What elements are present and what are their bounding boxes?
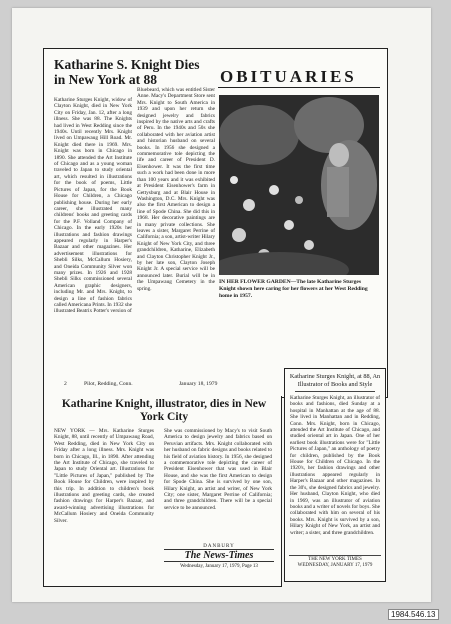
paper-name: THE NEW YORK TIMES [289, 555, 381, 562]
article-column-2: She was commissioned by Macy's to visit South America to design jewelry and fabrics based on Peruvian artifacts. Mrs. Knight collaborated with her husband on fabric designs and books related to his field of aviation history. In 1956, she designed a commemorative tole depicting the career of President Eisenhower that was used in Blair House, and she was the first American to design for Spode China. She is survived by one son, Hilary Knight, an artist and writer, of New York City; one sister, Margaret Perrine of California; and three grandchildren. There will be a special service to be announced. [164, 428, 272, 511]
clipping-nyt [284, 368, 386, 582]
article-body: Katharine Sturges Knight, an illustrator of books and fashions, died Sunday at a hospital in Manhattan at the age of 88. She lived in Manhattan and in Redding, Conn. Mrs. Knight, born in Chicago, attended the Art Institute of Chicago, and studied oriental art in Japan. One of her earliest book illustrations were for "Little Pictures of Japan," an anthology of poetry for children, published by the Book House for Children of Chicago. In the 1920's, her fashion drawings and other illustrations appeared regularly in Harper's Bazaar and other magazines. In the 30's, she designed fabrics and jewelry. Her husband, Clayton Knight, who died in 1969, was an illustrator of aviation books and a writer of novels for boys. She collaborated with him on several of his books. Mrs. Knight is survived by a son, Hilary Knight of New York, an artist and writer; a sister, and three grandchildren. [290, 395, 380, 536]
divider [218, 87, 380, 88]
masthead [164, 544, 274, 569]
clipping-pilot [43, 48, 388, 398]
masthead-city: DANBURY [203, 544, 235, 549]
accession-number: 1984.546.13 [388, 609, 439, 620]
masthead-date: Wednesday, January 17, 1979, Page 13 [180, 564, 258, 569]
article-column-1: Katharine Sturges Knight, widow of Clayton Knight, died in New York City on Friday, Jan. 12, after a long illness. She was 88. The Knights had lived in West Redding since the 1940s. Until recently Mrs. Knight lived on Umpawaug Hill Road. Mr. Knight died there in 1969. Mrs. Knight was born in Chicago in 1890. She attended the Art Institute of Chicago and as a young woman traveled to Japan to study oriental art, which resulted in illustrations for the book of poems, Little Pictures of Japan, for the Book House for Children, a Chicago publishing house. During her early career, she illustrated many childrens' books and greeting cards for the P.F. Volland Company of Chicago. In the early 1920s her illustrations and fashion drawings appeared regularly in Harper's Bazaar and other magazines. Her advertisement illustrations for Shebli Silks, McCallum Hosiery, and Oneida Community Silver won many prizes. In 1926 and 1928 Shebli Silks commissioned several American graphic designers, including Mr. and Mrs. Knight, to design a line of fashion fabrics called Americana Prints. In 1932 she illustrated Beatrix Potter's version of [54, 97, 132, 315]
headline-news-times: Katharine Knight, illustrator, dies in New York City [61, 398, 267, 423]
headline-pilot: Katharine S. Knight Dies in New York at 88 [54, 57, 200, 87]
headline-nyt: Katharine Sturges Knight, at 88, An Illustrator of Books and Style [289, 373, 381, 388]
masthead-title: The News-Times [164, 549, 274, 562]
paper-name: Pilot, Redding, Conn. [84, 381, 133, 387]
garden-photo [219, 95, 379, 275]
article-column-2: Bluebeard, which was entitled Sister Anne. Macy's Department Store sent Mrs. Knight to South America in 1939 and upon her return she designed jewelry and fabrics inspired by the native arts and crafts of Peru. In the 1940s and 50s she collaborated with her aviation artist and historian husband on several books. In 1956 she designed a commemorative tole depicting the life and career of President D. Eisenhower. It was the first time such a work had been done in more than 100 years and it was exhibited at President Eisenhower's farm in Gettysburg and at Blair House in Washington, D.C. Mrs. Knight was also the first American to design a line of Spode China. She did this in 1968. Her decorative paintings are in many private collections. She leaves a sister, Margaret Perrine of California; a son, artist-writer Hilary Knight of New York City, and three grandchildren, Katharine, Elizabeth and Clayton Christopher Knight Jr., by her late son, Clayton Joseph Knight Jr. A special service will be announced later. Burial will be in the Umpawaug Cemetery in the spring. [137, 87, 215, 292]
page-number: 2 [64, 381, 67, 387]
clipping-news-times [43, 396, 282, 587]
paper-date: WEDNESDAY, JANUARY 17, 1979 [297, 563, 373, 568]
photo-caption: IN HER FLOWER GARDEN—The late Katharine Sturges Knight shown here caring for her flowers at her West Redding home in 1957. [219, 279, 368, 299]
article-column-1: NEW YORK — Mrs. Katharine Sturges Knight, 88, until recently of Umpawaug Road, West Redding, died in New York City on Friday after a long illness. Mrs. Knight was born in Chicago, Ill., in 1890. After attending the Art Institute of Chicago, she traveled to Japan to study Oriental art. Illustrations for "Little Pictures of Japan," published by The Book House for Children, were inspired by this trip. In addition to children's book illustrations and greeting cards, she created fashion drawings for Harper's Bazaar, and award-winning advertising illustrations for McCallum Hosiery and Oneida Community Silver. [54, 428, 154, 524]
paper-date: January 18, 1979 [179, 381, 218, 387]
section-title: OBITUARIES [220, 67, 357, 86]
divider [295, 391, 375, 392]
